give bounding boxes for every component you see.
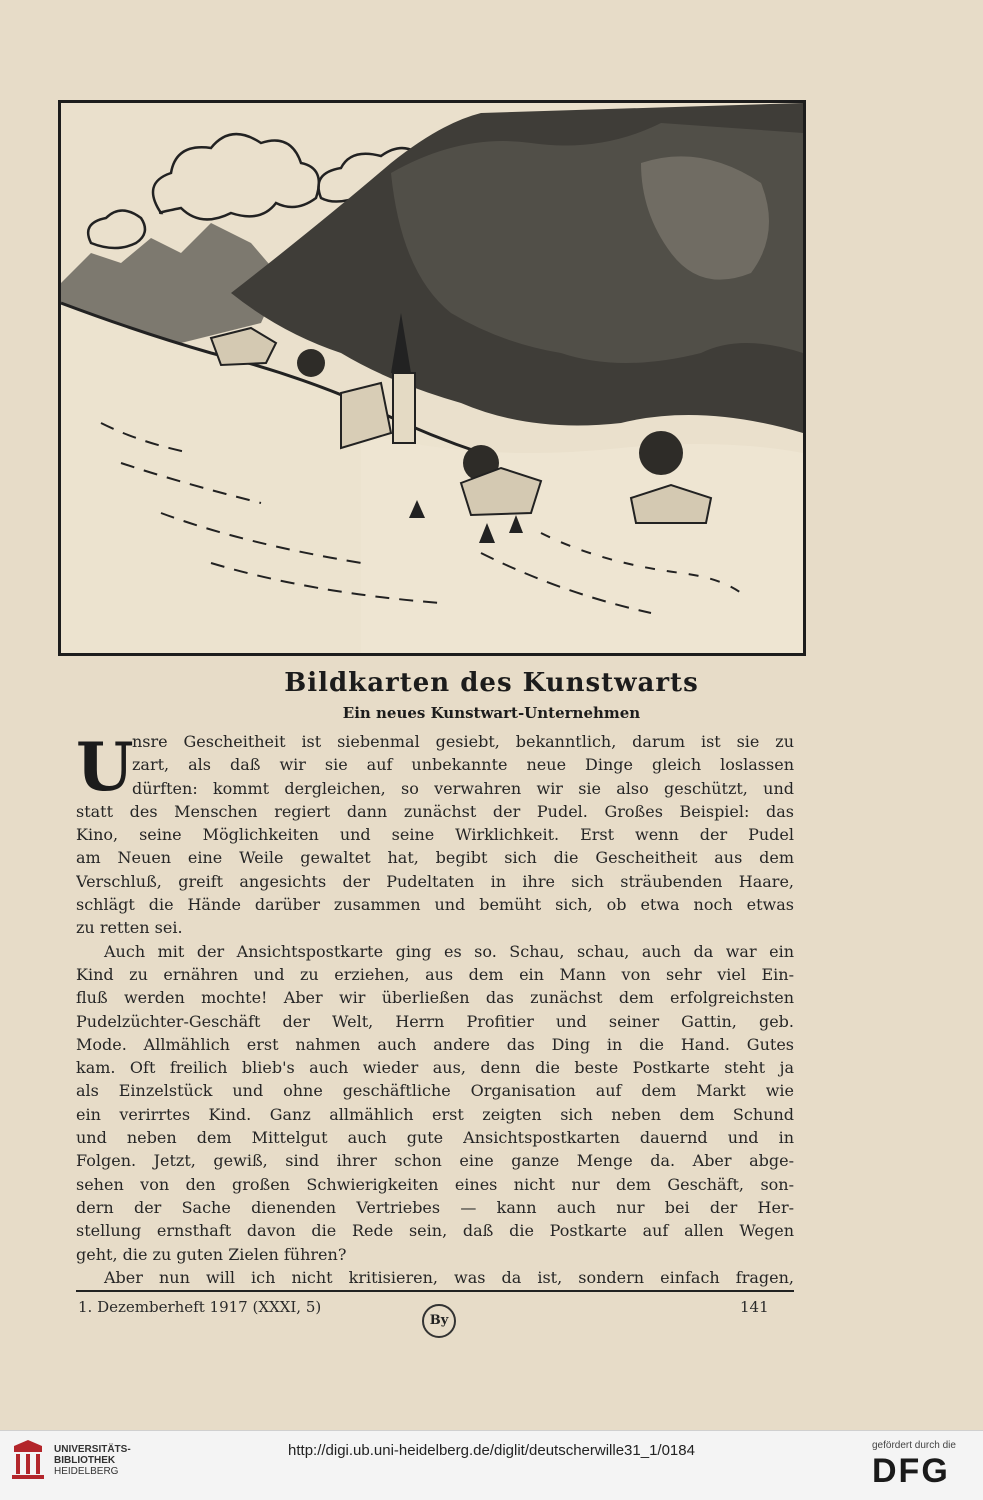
text-line: stellung ernsthaft davon die Rede sein, daß die Postkarte auf allen Wegen bbox=[76, 1221, 794, 1241]
text-line: nsre Gescheitheit ist siebenmal gesiebt, bekanntlich, darum ist sie zu bbox=[132, 732, 794, 751]
library-line: HEIDELBERG bbox=[54, 1466, 119, 1477]
footer-rule bbox=[76, 1290, 794, 1292]
text-line: statt des Menschen regiert dann zunächst der Pudel. Großes Beispiel: das bbox=[76, 801, 794, 821]
text-line: Verschluß, greift angesichts der Pudeltaten in ihre sich sträubenden Haare, bbox=[76, 871, 794, 891]
text-line: Auch mit der Ansichtspostkarte ging es so. Schau, schau, auch da war ein bbox=[104, 941, 794, 961]
text-line: geht, die zu guten Zielen führen? bbox=[76, 1244, 347, 1264]
text-line: schlägt die Hände darüber zusammen und bemüht sich, ob etwa noch etwas bbox=[76, 895, 794, 915]
permalink-url[interactable]: http://digi.ub.uni-heidelberg.de/diglit/deutscherwille31_1/0184 bbox=[288, 1442, 695, 1459]
text-line: ein verirrtes Kind. Ganz allmählich erst zeigten sich neben dem Schund bbox=[76, 1104, 794, 1124]
funding-caption: gefördert durch die bbox=[872, 1440, 956, 1451]
library-line: BIBLIOTHEK bbox=[54, 1455, 116, 1466]
text-line: Aber nun will ich nicht kritisieren, was da ist, sondern einfach fragen, bbox=[104, 1267, 794, 1287]
text-line: zart, als daß wir sie auf unbekannte neue Dinge gleich loslassen bbox=[132, 755, 794, 775]
text-line: kam. Oft freilich blieb's auch wieder aus, denn die beste Postkarte steht ja bbox=[76, 1058, 794, 1078]
text-line: zu retten sei. bbox=[76, 918, 183, 938]
text-line: sehen von den großen Schwierigkeiten eines nicht nur dem Geschäft, son- bbox=[76, 1174, 794, 1194]
text-line: und neben dem Mittelgut auch gute Ansichtspostkarten dauernd und in bbox=[76, 1128, 794, 1148]
text-line: Folgen. Jetzt, gewiß, sind ihrer schon eine ganze Menge da. Aber abge- bbox=[76, 1151, 794, 1171]
text-line: dern der Sache dienenden Vertriebes — kann auch nur bei der Her- bbox=[76, 1197, 794, 1217]
dfg-logo: DFG bbox=[872, 1452, 950, 1490]
library-line: UNIVERSITÄTS- bbox=[54, 1444, 131, 1455]
text-line: Kind zu ernähren und zu erziehen, aus dem ein Mann von sehr viel Ein- bbox=[76, 964, 794, 984]
mountain-village-woodcut bbox=[61, 103, 803, 653]
viewer-bottom-bar bbox=[0, 1430, 983, 1500]
text-line: Kino, seine Möglichkeiten und seine Wirklichkeit. Erst wenn der Pudel bbox=[76, 825, 794, 845]
issue-info: 1. Dezemberheft 1917 (XXXI, 5) bbox=[78, 1298, 322, 1316]
article-subtitle: Ein neues Kunstwart-Unternehmen bbox=[342, 704, 641, 722]
article-title: Bildkarten des Kunstwarts bbox=[284, 668, 699, 698]
article-body bbox=[76, 730, 794, 1289]
drop-cap: U bbox=[76, 728, 134, 806]
text-line: dürften: kommt dergleichen, so verwahren wir sie also geschützt, und bbox=[132, 778, 794, 798]
library-stamp: By bbox=[422, 1304, 456, 1338]
woodcut-illustration bbox=[58, 100, 806, 656]
text-line: als Einzelstück und ohne geschäftliche Organisation auf dem Markt wie bbox=[76, 1081, 794, 1101]
text-line: am Neuen eine Weile gewaltet hat, begibt sich die Gescheitheit aus dem bbox=[76, 848, 794, 868]
text-line: fluß werden mochte! Aber wir überließen das zunächst dem erfolgreichsten bbox=[76, 988, 794, 1008]
text-line: Pudelzüchter-Geschäft der Welt, Herrn Profitier und seiner Gattin, geb. bbox=[76, 1011, 794, 1031]
page-number: 141 bbox=[740, 1298, 769, 1316]
text-line: Mode. Allmählich erst nahmen auch andere das Ding in die Hand. Gutes bbox=[76, 1034, 794, 1054]
